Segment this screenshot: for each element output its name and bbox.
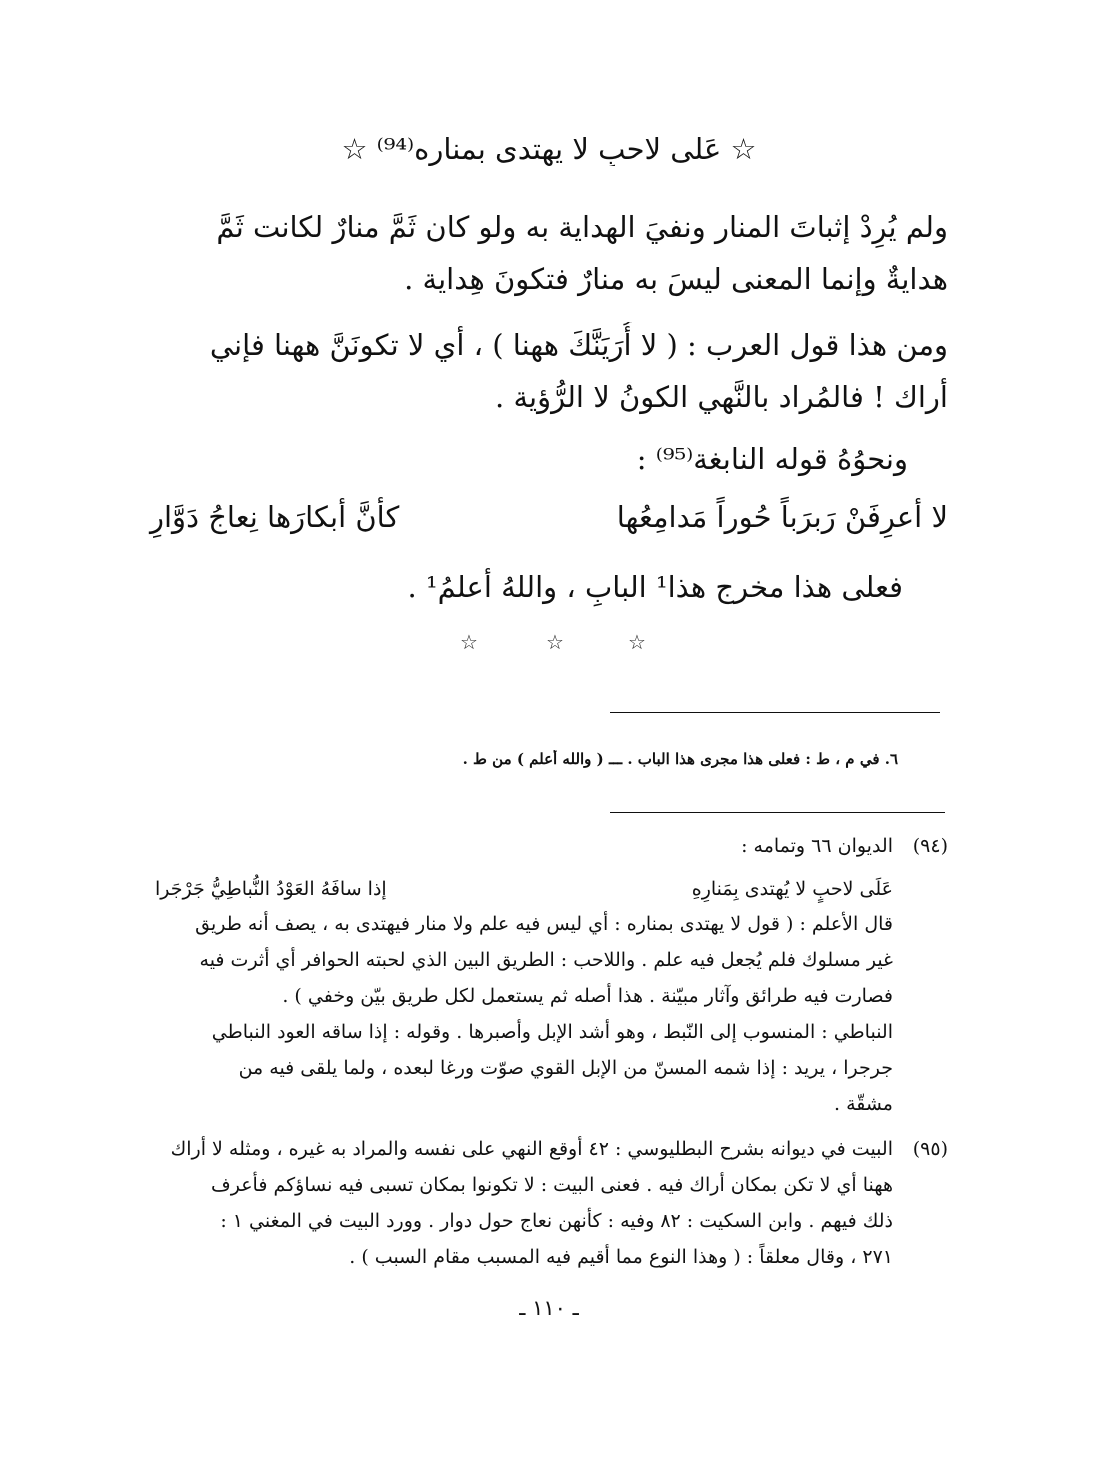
paragraph-1-line-2: هدايةٌ وإنما المعنى ليسَ به منارٌ فتكونَ هِداية . — [404, 262, 948, 296]
star-icon: ☆ — [628, 630, 646, 654]
poem-hemistich-1: لا أعرِفَنْ رَبرَباً حُوراً مَدامِعُها — [616, 500, 948, 534]
footnote-line: مشقّة . — [833, 1093, 893, 1115]
star-icon: ☆ — [460, 630, 478, 654]
footnote-line: قال الأعلم : ( قول لا يهتدى بمناره : أي ليس فيه علم ولا منار فيهتدى به ، يصف أنه طريق — [195, 913, 893, 935]
footnote-line: ههنا أي لا تكن بمكان أراك فيه . فعنى البيت : لا تكونوا بمكان تسبى فيه نساؤكم فأعرف — [211, 1174, 893, 1196]
footnote-line: غير مسلوك فلم يُجعل فيه علم . واللاحب : الطريق البين الذي لحبته الحوافر أي أثرت فيه — [199, 949, 893, 971]
footnote-number: (٩٥) — [912, 1138, 948, 1160]
footnotes-rule — [610, 812, 945, 813]
footnote-line: البيت في ديوانه بشرح البطليوسي : ٤٢ أوقع النهي على نفسه والمراد به غيره ، ومثله لا أراك — [170, 1138, 893, 1160]
footnote-number: (٩٤) — [912, 835, 948, 857]
closing-line: فعلى هذا مخرج هذا¹ البابِ ، واللهُ أعلمُ¹ . — [407, 570, 903, 604]
paragraph-1-line-1: ولم يُرِدْ إثباتَ المنار ونفيَ الهداية به ولو كان ثَمَّ منارٌ لكانت ثَمَّ — [216, 210, 948, 244]
footnote-intro: الديوان ٦٦ وتمامه : — [741, 835, 893, 857]
footnote-verse — [155, 875, 893, 905]
editor-note: ٦. في م ، ط : فعلى هذا مجرى هذا الباب . ـــ ( والله أعلم ) من ط . — [462, 750, 898, 768]
star-icon: ☆ — [546, 630, 564, 654]
page-number: ـ ١١٠ ـ — [519, 1296, 579, 1320]
paragraph-3-line-1: ونحوُهُ قوله النابغة⁽⁹⁵⁾ : — [636, 442, 908, 476]
footnote-verse-hemistich-2: إذا سافَهُ العَوْدُ النُّباطِيُّ جَرْجَرا — [155, 878, 387, 900]
paragraph-2-line-1: ومن هذا قول العرب : ( لا أُرَيَنَّكَ ههنا ) ، أي لا تكونَنَّ ههنا فإني — [209, 328, 948, 362]
paragraph-2-line-2: أراك ! فالمُراد بالنَّهي الكونُ لا الرُّؤية . — [495, 380, 948, 414]
footnote-verse-hemistich-1: عَلَى لاحبٍ لا يُهتدى بِمَنارِهِ — [691, 878, 893, 900]
footnote-line: النباطي : المنسوب إلى النّبط ، وهو أشد الإبل وأصبرها . وقوله : إذا ساقه العود النباطي — [211, 1021, 893, 1043]
poem-hemistich-2: كأنَّ أبكارَها نِعاجُ دَوَّارِ — [150, 500, 400, 534]
verse-heading: ☆ عَلى لاحبٍ لا يهتدى بمناره⁽⁹⁴⁾ ☆ — [341, 132, 757, 166]
footnote-line: فصارت فيه طرائق وآثار مبيّنة . هذا أصله ثم يستعمل لكل طريق بيّن وخفي ) . — [282, 985, 893, 1007]
stars-divider — [0, 630, 1098, 660]
poem-verse — [150, 500, 948, 550]
footnote-line: جرجرا ، يريد : إذا شمه المسنّ من الإبل القوي صوّت ورغا لبعده ، ولما يلقى فيه من — [238, 1057, 893, 1079]
editor-note-rule — [610, 712, 940, 713]
footnote-line: ذلك فيهم . وابن السكيت : ٨٢ وفيه : كأنهن نعاج حول دوار . وورد البيت في المغني ١ : — [220, 1210, 893, 1232]
footnote-line: ٢٧١ ، وقال معلقاً : ( وهذا النوع مما أقيم فيه المسبب مقام السبب ) . — [349, 1246, 893, 1268]
